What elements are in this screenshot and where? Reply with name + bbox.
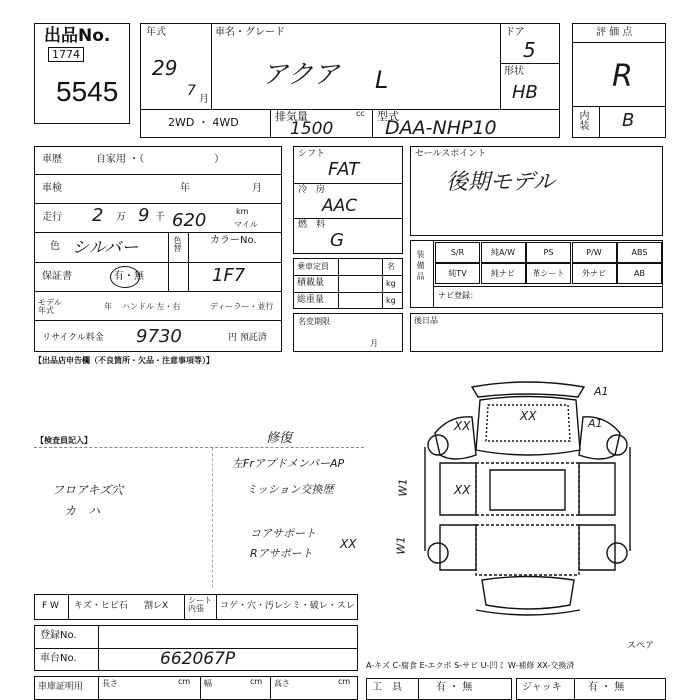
color-value: シルバー: [72, 238, 139, 258]
spare-label: スペア: [627, 641, 655, 651]
sales-label: セールスポイント: [415, 149, 487, 159]
chassis-value: 662067P: [160, 649, 236, 669]
len-label: 長さ: [102, 679, 118, 688]
load-unit: kg: [386, 279, 396, 288]
note-floor: フロアキズ穴: [52, 483, 124, 497]
equipment-row1-item-1: 純A/W: [481, 242, 526, 263]
disp-unit: cc: [356, 109, 365, 118]
jack-value: 有 ・ 無: [588, 682, 625, 693]
aftermarket-box: [410, 313, 663, 352]
interior-label: 内装: [577, 110, 588, 130]
recycle-value: 9730: [136, 326, 182, 347]
handle-label: ハンドル 左・右: [122, 302, 181, 311]
diagram-a1-right: A1: [588, 417, 603, 430]
lot-sub: 1774: [48, 47, 84, 62]
tools-value: 有 ・ 無: [436, 682, 473, 693]
seat-label: シート内張: [188, 596, 212, 613]
model-label: 型式: [377, 110, 399, 123]
model-year-unit: 年: [104, 302, 112, 311]
ac-label: 冷 房: [298, 185, 326, 195]
seller-label: 【出品店申告欄（不良箇所・欠品・注意事項等）】: [34, 356, 214, 365]
wid-label: 幅: [204, 679, 212, 688]
equipment-label: 装備品: [416, 250, 425, 283]
colorno-label: カラーNo.: [210, 235, 257, 246]
equipment-row1-item-2: PS: [526, 242, 571, 263]
note-core: コアサポート: [250, 527, 316, 540]
mileage-sen: 9: [138, 205, 150, 226]
diagram-w-lower: W1: [394, 536, 408, 555]
diagram-xx-left: XX: [454, 419, 471, 433]
expiry-unit: 月: [370, 339, 378, 348]
note-xx: XX: [340, 537, 357, 551]
note-apron: 左FrアプドメンバーAP: [232, 457, 345, 470]
shape-label: 形状: [504, 66, 524, 77]
warranty-value: 有・無: [114, 271, 144, 282]
note-rcore: Rアサポート: [250, 547, 313, 560]
capacity-label: 乗車定員: [297, 262, 329, 271]
equipment-row2-item-0: 純TV: [435, 263, 480, 284]
interior-value: B: [622, 110, 635, 131]
shaken-label: 車検: [42, 183, 62, 194]
lot-header: 出品No.: [44, 26, 111, 46]
load-label: 積載量: [297, 278, 325, 288]
diagram-xx-mid: XX: [454, 483, 471, 497]
wid-unit: cm: [250, 677, 263, 686]
drive-label: 2WD ・ 4WD: [168, 116, 239, 129]
reki-text: 自家用 ・（ ）: [96, 154, 225, 165]
equipment-row2-item-4: AB: [617, 263, 662, 284]
grade-score: R: [612, 59, 633, 94]
equipment-row1-item-4: ABS: [617, 242, 662, 263]
color-change: 色替: [173, 236, 182, 252]
diagram-w-upper: W1: [396, 478, 410, 497]
dealer-label: ディーラー・並行: [210, 302, 274, 311]
model-value: DAA-NHP10: [385, 117, 497, 139]
reki-label: 車歴: [42, 154, 62, 165]
aftermarket-label: 後日品: [414, 316, 438, 325]
warranty-label: 保証書: [42, 271, 72, 282]
total-unit: kg: [386, 296, 396, 305]
chassis-label: 車台No.: [40, 653, 77, 664]
sen-unit: 千: [155, 212, 165, 223]
jack-label: ジャッキ: [522, 682, 562, 693]
len-unit: cm: [178, 677, 191, 686]
total-label: 総重量: [297, 295, 325, 305]
note-mission: ミッション交換歴: [246, 483, 334, 496]
note-kaha: カ ハ: [64, 504, 101, 518]
tools-label: 工 具: [372, 682, 402, 693]
shift-value: FAT: [328, 159, 360, 180]
equipment-row1-item-3: P/W: [572, 242, 617, 263]
shaken-year: 年: [180, 183, 190, 194]
equipment-row1-item-0: S/R: [435, 242, 480, 263]
damage-legend: A-キズ C-腐食 E-エクボ S-サビ U-凹ミ W-補修 XX-交換済: [366, 661, 575, 670]
mileage-man: 2: [92, 205, 104, 226]
recycle-unit: 円 預託済: [228, 333, 267, 343]
inspector-label: 【検査員記入】: [36, 436, 92, 445]
shaken-month: 月: [252, 183, 262, 194]
recycle-label: リサイクル料金: [42, 333, 104, 343]
diagram-xx-top: XX: [520, 409, 537, 423]
sales-value: 後期モデル: [446, 170, 555, 195]
mileage-rest: 620: [172, 210, 207, 231]
fuel-label: 燃 料: [298, 220, 326, 230]
mileage-label: 走行: [42, 212, 62, 223]
hgt-label: 高さ: [274, 679, 290, 688]
name-value: アクア: [262, 60, 340, 90]
equipment-row2-item-1: 純ナビ: [481, 263, 526, 284]
month-label: 月: [199, 94, 209, 105]
fuel-value: G: [330, 230, 344, 251]
hgt-unit: cm: [338, 677, 351, 686]
disp-label: 排気量: [275, 110, 308, 123]
expiry-label: 名変期限: [298, 317, 330, 326]
warranty-circle: [110, 266, 140, 288]
note-repair: 修復: [266, 431, 293, 446]
fw-ware: 割レX: [144, 601, 169, 611]
ac-value: AAC: [322, 196, 358, 216]
grade-title: 評 価 点: [596, 27, 633, 38]
mile-unit: マイル: [234, 220, 258, 229]
equipment-row2-item-2: 革シート: [526, 263, 571, 284]
fw-items: キズ・ヒビ石: [74, 601, 128, 611]
colorno-value: 1F7: [212, 265, 246, 286]
color-label: 色: [50, 241, 60, 252]
reg-label: 登録No.: [40, 630, 77, 641]
year-label: 年式: [146, 27, 166, 38]
diagram-a1-top: A1: [594, 385, 609, 398]
shape-value: HB: [512, 82, 538, 103]
model-year-label: モデル年式: [38, 298, 62, 315]
door-value: 5: [523, 38, 536, 62]
man-unit: 万: [116, 212, 126, 223]
equipment-row2-item-3: 外ナビ: [572, 263, 617, 284]
door-label: ドア: [505, 27, 525, 38]
capacity-unit: 名: [387, 262, 395, 271]
cert-label: 車庫証明用: [38, 682, 84, 692]
name-label: 車名・グレード: [215, 27, 285, 38]
year-value: 29: [152, 56, 178, 80]
lot-number: 5545: [56, 76, 119, 107]
km-unit: km: [236, 207, 249, 216]
seat-items: コゲ・穴・汚レシミ・破レ・スレ: [220, 601, 355, 611]
shift-label: シフト: [298, 149, 326, 159]
disp-value: 1500: [290, 119, 334, 139]
month-value: 7: [187, 83, 196, 99]
navi-label: ナビ登録：: [438, 291, 478, 300]
grade-value: L: [375, 66, 389, 94]
fw-label: F W: [42, 601, 59, 611]
